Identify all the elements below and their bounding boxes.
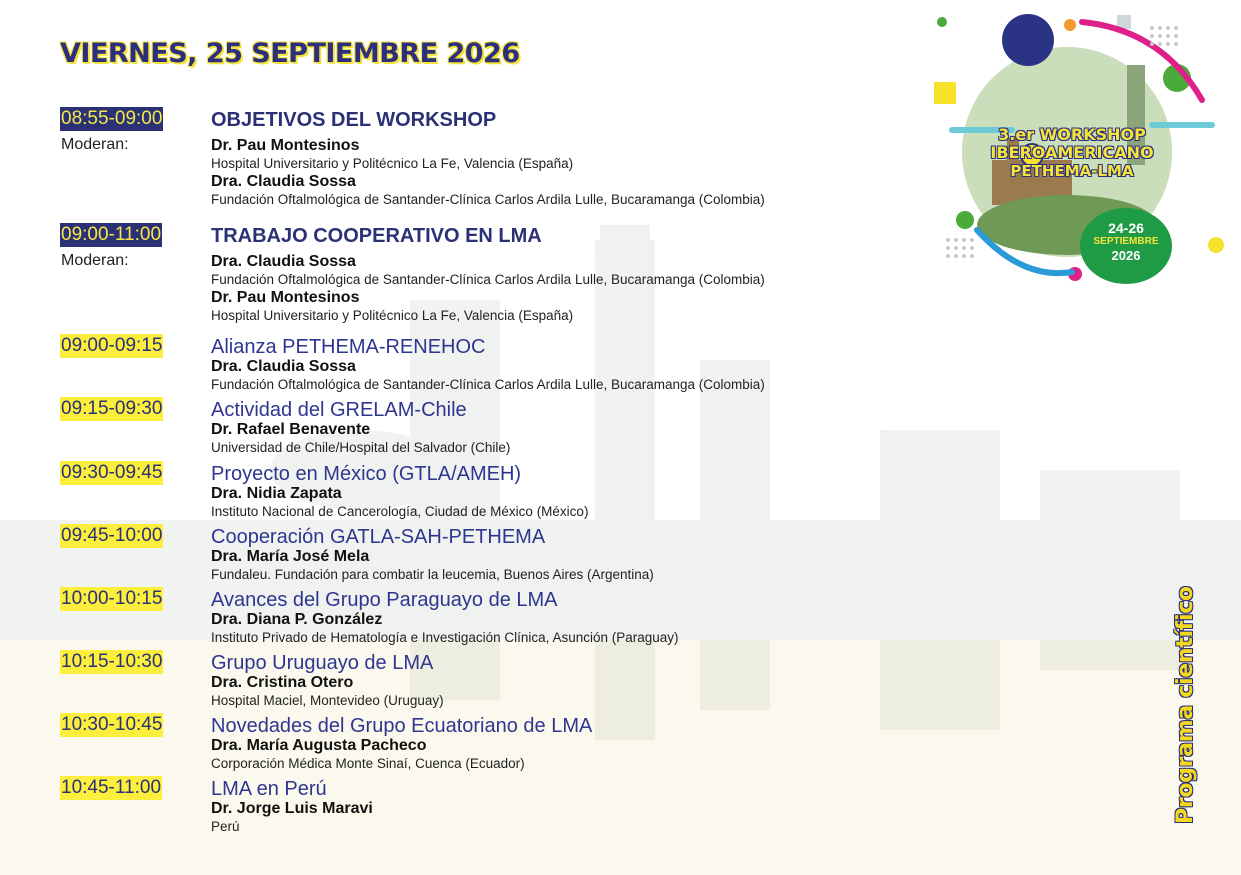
logo-line-3: PETHEMA-LMA [1010,162,1134,180]
moderators-label: Moderan: [61,136,129,153]
talk-title: Grupo Uruguayo de LMA [211,652,434,674]
speaker-name: Dra. Claudia Sossa [211,173,356,190]
day-title: VIERNES, 25 SEPTIEMBRE 2026 [60,38,520,69]
speaker-name: Dr. Rafael Benavente [211,421,371,438]
speaker-affiliation: Hospital Maciel, Montevideo (Uruguay) [211,693,444,708]
speaker-affiliation: Hospital Universitario y Politécnico La Fe, Valencia (España) [211,308,574,323]
speaker-name: Dra. María Augusta Pacheco [211,737,427,754]
speaker-affiliation: Instituto Nacional de Cancerología, Ciudad de México (México) [211,504,589,519]
talk-time: 09:45-10:00 [61,525,163,546]
date-badge-month: SEPTIEMBRE [1093,236,1159,247]
talk-title: Alianza PETHEMA-RENEHOC [211,336,486,358]
speaker-affiliation: Fundación Oftalmológica de Santander-Clínica Carlos Ardila Lulle, Bucaramanga (Colombia) [211,192,765,207]
speaker-affiliation: Fundación Oftalmológica de Santander-Clínica Carlos Ardila Lulle, Bucaramanga (Colombia) [211,377,765,392]
workshop-logo [912,10,1232,290]
speaker-name: Dra. Cristina Otero [211,674,354,691]
talk-time: 09:30-09:45 [61,462,163,483]
talk-title: LMA en Perú [211,778,327,800]
session-title: OBJETIVOS DEL WORKSHOP [211,109,497,131]
session-title: TRABAJO COOPERATIVO EN LMA [211,225,542,247]
date-badge-days: 24-26 [1108,220,1144,236]
speaker-name: Dra. Claudia Sossa [211,253,356,270]
talk-time: 10:00-10:15 [61,588,163,609]
session-time: 09:00-11:00 [61,224,162,245]
logo-line-2: IBEROAMERICANO [990,143,1154,162]
moderators-label: Moderan: [61,252,129,269]
talk-time: 10:45-11:00 [61,777,162,798]
talk-title: Avances del Grupo Paraguayo de LMA [211,589,558,611]
speaker-affiliation: Perú [211,819,240,834]
talk-title: Novedades del Grupo Ecuatoriano de LMA [211,715,593,737]
speaker-name: Dr. Pau Montesinos [211,289,360,306]
talk-time: 09:15-09:30 [61,398,163,419]
talk-title: Proyecto en México (GTLA/AMEH) [211,463,522,485]
talk-time: 10:30-10:45 [61,714,163,735]
logo-line-1: 3.er WORKSHOP [998,125,1146,144]
talk-time: 10:15-10:30 [61,651,163,672]
talk-title: Actividad del GRELAM-Chile [211,399,467,421]
date-badge [1080,208,1172,284]
speaker-affiliation: Fundaleu. Fundación para combatir la leucemia, Buenos Aires (Argentina) [211,567,654,582]
talk-time: 09:00-09:15 [61,335,163,356]
speaker-name: Dr. Pau Montesinos [211,137,360,154]
speaker-name: Dra. María José Mela [211,548,370,565]
speaker-affiliation: Corporación Médica Monte Sinaí, Cuenca (Ecuador) [211,756,525,771]
speaker-name: Dra. Nidia Zapata [211,485,342,502]
date-badge-year: 2026 [1111,248,1141,263]
speaker-name: Dra. Diana P. González [211,611,383,628]
session-time: 08:55-09:00 [61,108,163,129]
talk-title: Cooperación GATLA-SAH-PETHEMA [211,526,546,548]
speaker-name: Dr. Jorge Luis Maravi [211,800,373,817]
speaker-name: Dra. Claudia Sossa [211,358,356,375]
speaker-affiliation: Hospital Universitario y Politécnico La Fe, Valencia (España) [211,156,574,171]
speaker-affiliation: Instituto Privado de Hematología e Investigación Clínica, Asunción (Paraguay) [211,630,679,645]
side-label: Programa científico [1173,586,1198,824]
speaker-affiliation: Fundación Oftalmológica de Santander-Clínica Carlos Ardila Lulle, Bucaramanga (Colombia) [211,272,765,287]
speaker-affiliation: Universidad de Chile/Hospital del Salvador (Chile) [211,440,511,455]
